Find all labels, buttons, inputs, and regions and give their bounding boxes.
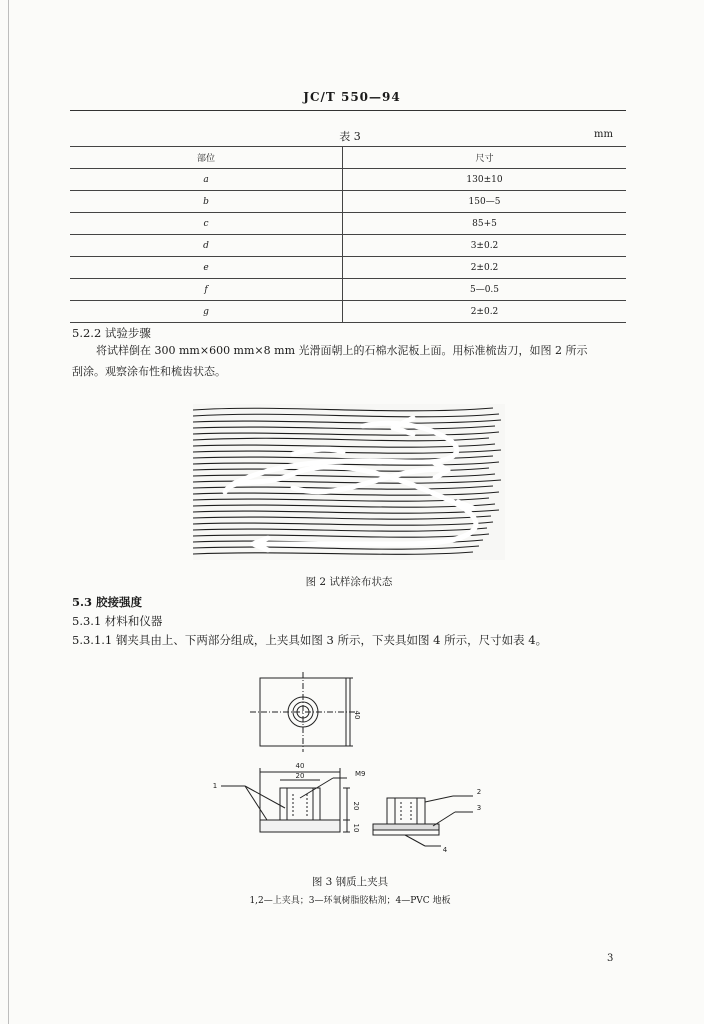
table-row — [70, 213, 626, 235]
section-5-3-heading: 5.3 胶接强度 — [72, 595, 143, 609]
dim-inner-width: 20 — [295, 772, 305, 780]
header-size: 尺寸 — [343, 147, 627, 169]
dim-thread: M9 — [355, 770, 366, 778]
dim-height-lower: 10 — [352, 823, 360, 833]
section-5-2-2-line-2: 刮涂。观察涂布性和梳齿状态。 — [72, 365, 226, 378]
figure-3-legend: 1,2—上夹具；3—环氧树脂胶粘剂；4—PVC 地板 — [249, 896, 451, 906]
page-number: 3 — [607, 953, 614, 964]
cell-size: 3±0.2 — [343, 235, 627, 257]
section-5-3-1-1-text: 5.3.1.1 钢夹具由上、下两部分组成，上夹具如图 3 所示，下夹具如图 4 所示，尺寸如表 4。 — [72, 633, 548, 647]
standard-header: JC/T 550—94 — [303, 90, 401, 104]
section-5-3-1-heading: 5.3.1 材料和仪器 — [72, 614, 163, 628]
cell-size: 150—5 — [343, 191, 627, 213]
section-5-2-2-heading: 5.2.2 试验步骤 — [72, 326, 151, 340]
callout-3: 3 — [476, 804, 482, 812]
header-rule — [70, 110, 626, 111]
cell-part: g — [70, 301, 343, 323]
page-edge-line — [8, 0, 9, 1024]
table-row — [70, 169, 626, 191]
cell-part: f — [70, 279, 343, 301]
cell-part: a — [70, 169, 343, 191]
table-3 — [70, 146, 626, 323]
figure-3-caption: 图 3 钢质上夹具 — [311, 876, 389, 888]
table-row — [70, 235, 626, 257]
callout-1: 1 — [212, 782, 218, 790]
table-header-row — [70, 147, 626, 169]
header-part: 部位 — [70, 147, 343, 169]
dim-outer-width: 40 — [295, 762, 305, 770]
table-row — [70, 301, 626, 323]
dim-height-upper: 20 — [352, 801, 360, 811]
cell-size: 85+5 — [343, 213, 627, 235]
cell-part: b — [70, 191, 343, 213]
figure-2-illustration — [193, 404, 505, 560]
callout-4: 4 — [442, 846, 448, 854]
table-row — [70, 191, 626, 213]
cell-size: 130±10 — [343, 169, 627, 191]
section-5-2-2-line-1: 将试样倒在 300 mm×600 mm×8 mm 光滑面朝上的石棉水泥板上面。用标准梳齿刀，如图 2 所示 — [96, 344, 588, 357]
cell-part: e — [70, 257, 343, 279]
table-row — [70, 279, 626, 301]
cell-part: d — [70, 235, 343, 257]
table-3-caption: 表 3 — [339, 130, 361, 143]
table-row — [70, 257, 626, 279]
cell-size: 5—0.5 — [343, 279, 627, 301]
cell-size: 2±0.2 — [343, 301, 627, 323]
figure-3-drawing — [205, 668, 495, 858]
cell-size: 2±0.2 — [343, 257, 627, 279]
callout-2: 2 — [476, 788, 482, 796]
table-3-unit: mm — [594, 129, 613, 140]
cell-part: c — [70, 213, 343, 235]
figure-2-caption: 图 2 试样涂布状态 — [305, 576, 393, 588]
dim-plan-side: 40 — [353, 710, 361, 720]
